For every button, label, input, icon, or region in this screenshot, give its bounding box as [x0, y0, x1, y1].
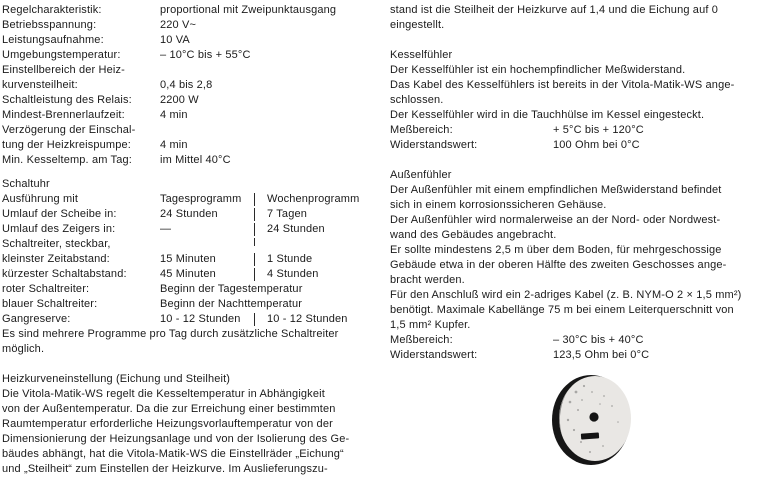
aussenfuehler-text-line: Der Außenfühler mit einem empfindlichen Meßwiderstand befindet [390, 184, 722, 196]
timer-table-row [2, 312, 386, 327]
column-divider [254, 313, 255, 326]
continuation-line: stand ist die Steilheit der Heizkurve auf 1,4 und die Eichung auf 0 [390, 4, 719, 16]
timer-week-value: 7 Tagen [267, 208, 307, 220]
spec-row [2, 63, 386, 78]
heizkurve-text-line: von der Außentemperatur. Da die zur Erreichung einer bestimmten [2, 403, 336, 415]
spec-label: Meßbereich: [390, 124, 453, 136]
aussenfuehler-text-line: benötigt. Maximale Kabellänge 75 m bei einem Leiterquerschnitt von [390, 304, 734, 316]
timer-table-row [2, 267, 386, 282]
spec-label: Leistungsaufnahme: [2, 34, 104, 46]
spec-label: Betriebsspannung: [2, 19, 97, 31]
heizkurve-text-line: Dimensionierung der Heizungsanlage und von der Isolierung des Ge- [2, 433, 350, 445]
spec-row [390, 138, 774, 153]
heizkurve-heading: Heizkurveneinstellung (Eichung und Steilheit) [2, 373, 231, 385]
timer-label: kleinster Zeitabstand: [2, 253, 110, 265]
column-divider [254, 208, 255, 221]
timer-note-line: Es sind mehrere Programme pro Tag durch zusätzliche Schaltreiter [2, 328, 339, 340]
timer-table-row [2, 207, 386, 222]
timer-week-value: 4 Stunden [267, 268, 319, 280]
spec-row [2, 138, 386, 153]
aussenfuehler-text-line: sich in einem korrosionssicheren Gehäuse. [390, 199, 607, 211]
timer-week-value: 1 Stunde [267, 253, 313, 265]
column-divider [254, 193, 255, 206]
timer-label: Gangreserve: [2, 313, 71, 325]
spec-row [2, 33, 386, 48]
aussenfuehler-text-line: wand des Gebäudes angebracht. [390, 229, 557, 241]
spec-row [2, 153, 386, 168]
spec-value: 0,4 bis 2,8 [160, 79, 213, 91]
timer-note-line: möglich. [2, 343, 45, 355]
timer-label: blauer Schaltreiter: [2, 298, 98, 310]
spec-value: + 5°C bis + 120°C [553, 124, 644, 136]
kesselfuehler-heading: Kesselfühler [390, 49, 453, 61]
column-divider [254, 223, 255, 236]
timer-day-value: Beginn der Tagestemperatur [160, 283, 303, 295]
timer-label: kürzester Schaltabstand: [2, 268, 127, 280]
timer-day-value: 15 Minuten [160, 253, 216, 265]
spec-value: 10 VA [160, 34, 190, 46]
spec-label: Regelcharakteristik: [2, 4, 102, 16]
spec-value: – 30°C bis + 40°C [553, 334, 644, 346]
spec-row [390, 348, 774, 363]
left-column [2, 0, 386, 488]
sensor-slot [581, 432, 599, 439]
timer-table-row [2, 282, 386, 297]
timer-day-value: 45 Minuten [160, 268, 216, 280]
spec-label: Min. Kesseltemp. am Tag: [2, 154, 132, 166]
spec-row [390, 333, 774, 348]
kesselfuehler-text-line: Der Kesselfühler ist ein hochempfindlicher Meßwiderstand. [390, 64, 686, 76]
aussenfuehler-text-line: bracht werden. [390, 274, 465, 286]
outdoor-sensor-photo [548, 372, 636, 469]
continuation-line: eingestellt. [390, 19, 445, 31]
spec-row [390, 123, 774, 138]
timer-day-value: — [160, 223, 172, 235]
spec-value: 220 V~ [160, 19, 197, 31]
spec-value: im Mittel 40°C [160, 154, 231, 166]
spec-label: Widerstandswert: [390, 139, 478, 151]
spec-label: kurvensteilheit: [2, 79, 78, 91]
spec-value: 4 min [160, 109, 188, 121]
timer-label: Schaltreiter, steckbar, [2, 238, 111, 250]
heizkurve-text-line: bäudes abhängt, hat die Vitola-Matik-WS die Einstellräder „Eichung“ [2, 448, 344, 460]
sensor-center-hole [589, 412, 598, 421]
timer-week-value: 24 Stunden [267, 223, 325, 235]
spec-row [2, 93, 386, 108]
spec-label: Schaltleistung des Relais: [2, 94, 132, 106]
spec-row [2, 108, 386, 123]
timer-day-value: Tagesprogramm [160, 193, 242, 205]
aussenfuehler-text-line: Gebäude etwa in der oberen Hälfte des zweiten Geschosses ange- [390, 259, 727, 271]
kesselfuehler-text-line: Das Kabel des Kesselfühlers ist bereits in der Vitola-Matik-WS ange- [390, 79, 735, 91]
timer-table-row [2, 237, 386, 252]
column-divider [254, 268, 255, 281]
timer-day-value: Beginn der Nachttemperatur [160, 298, 303, 310]
heizkurve-text-line: Raumtemperatur erforderliche Heizungsvorlauftemperatur von der [2, 418, 333, 430]
spec-label: Meßbereich: [390, 334, 453, 346]
spec-label: Umgebungstemperatur: [2, 49, 121, 61]
timer-day-value: 24 Stunden [160, 208, 218, 220]
spec-label: Mindest-Brennerlaufzeit: [2, 109, 125, 121]
aussenfuehler-text-line: Für den Anschluß wird ein 2-adriges Kabel (z. B. NYM-O 2 × 1,5 mm²) [390, 289, 742, 301]
timer-week-value: 10 - 12 Stunden [267, 313, 348, 325]
aussenfuehler-text-line: 1,5 mm² Kupfer. [390, 319, 471, 331]
column-divider [254, 238, 255, 246]
spec-label: Verzögerung der Einschal- [2, 124, 136, 136]
spec-value: – 10°C bis + 55°C [160, 49, 251, 61]
aussenfuehler-heading: Außenfühler [390, 169, 452, 181]
kesselfuehler-text-line: schlossen. [390, 94, 444, 106]
spec-value: 4 min [160, 139, 188, 151]
column-divider [254, 253, 255, 266]
heizkurve-text-line: und „Steilheit“ zum Einstellen der Heizkurve. Im Auslieferungszu- [2, 463, 328, 475]
spec-row [2, 3, 386, 18]
kesselfuehler-text-line: Der Kesselfühler wird in die Tauchhülse im Kessel eingesteckt. [390, 109, 705, 121]
timer-label: Ausführung mit [2, 193, 79, 205]
spec-row [2, 48, 386, 63]
spec-value: 2200 W [160, 94, 199, 106]
timer-day-value: 10 - 12 Stunden [160, 313, 241, 325]
spec-label: Einstellbereich der Heiz- [2, 64, 125, 76]
spec-value: 100 Ohm bei 0°C [553, 139, 640, 151]
aussenfuehler-text-line: Er sollte mindestens 2,5 m über dem Boden, für mehrgeschossige [390, 244, 722, 256]
timer-week-value: Wochenprogramm [267, 193, 360, 205]
timer-label: Umlauf der Scheibe in: [2, 208, 117, 220]
spec-label: tung der Heizkreispumpe: [2, 139, 131, 151]
schaltuhr-heading: Schaltuhr [2, 178, 50, 190]
timer-label: roter Schaltreiter: [2, 283, 90, 295]
timer-table-row [2, 252, 386, 267]
timer-label: Umlauf des Zeigers in: [2, 223, 116, 235]
spec-value: proportional mit Zweipunktausgang [160, 4, 337, 16]
aussenfuehler-text-line: Der Außenfühler wird normalerweise an der Nord- oder Nordwest- [390, 214, 721, 226]
timer-table-row [2, 297, 386, 312]
spec-value: 123,5 Ohm bei 0°C [553, 349, 650, 361]
timer-table-row [2, 192, 386, 207]
spec-row [2, 18, 386, 33]
spec-label: Widerstandswert: [390, 349, 478, 361]
spec-row [2, 78, 386, 93]
heizkurve-text-line: Die Vitola-Matik-WS regelt die Kesseltemperatur in Abhängigkeit [2, 388, 325, 400]
spec-row [2, 123, 386, 138]
timer-table-row [2, 222, 386, 237]
